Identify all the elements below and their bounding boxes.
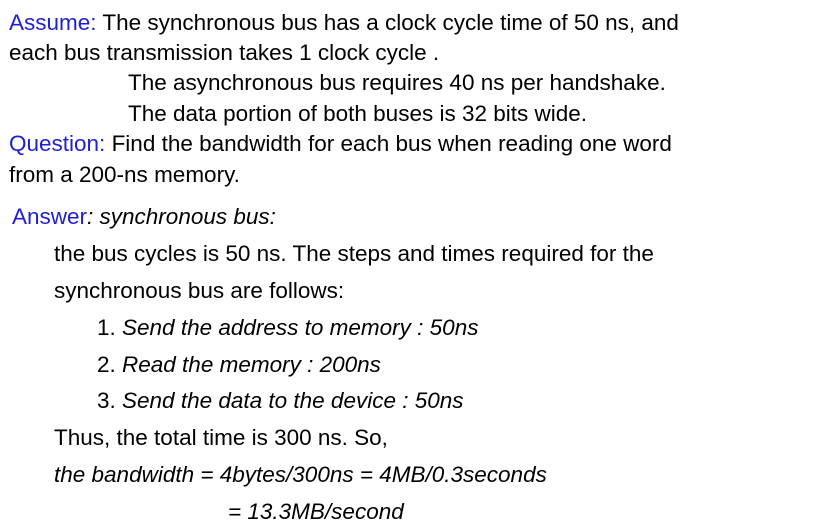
step-3-number: 3. xyxy=(97,388,116,413)
total-time-line: Thus, the total time is 300 ns. So, xyxy=(54,425,388,450)
step-2-text: Read the memory : 200ns xyxy=(115,352,381,377)
answer-subtitle: : synchronous bus: xyxy=(87,204,276,229)
question-label: Question: xyxy=(9,131,106,156)
bandwidth-line-2: = 13.3MB/second xyxy=(228,499,404,524)
step-2-number: 2. xyxy=(97,352,116,377)
step-2 xyxy=(97,350,381,380)
answer-line-2: synchronous bus are follows: xyxy=(54,278,345,303)
step-1 xyxy=(97,313,478,343)
assume-label: Assume: xyxy=(9,10,97,35)
answer-heading xyxy=(12,202,276,232)
question-text-1: Find the bandwidth for each bus when reading one word xyxy=(105,131,672,156)
answer-label: Answer xyxy=(12,204,88,229)
bandwidth-line-1: the bandwidth = 4bytes/300ns = 4MB/0.3seconds xyxy=(54,462,547,487)
step-3-text: Send the data to the device : 50ns xyxy=(115,388,464,413)
step-1-text: Send the address to memory : 50ns xyxy=(115,315,479,340)
assume-line-4: The data portion of both buses is 32 bits wide. xyxy=(128,101,588,126)
step-1-number: 1. xyxy=(97,315,116,340)
question-line-2: from a 200-ns memory. xyxy=(9,162,240,187)
question-line-1 xyxy=(9,129,672,159)
step-3 xyxy=(97,386,464,416)
answer-line-1: the bus cycles is 50 ns. The steps and times required for the xyxy=(54,241,654,266)
assume-line-3: The asynchronous bus requires 40 ns per handshake. xyxy=(128,70,666,95)
assume-line-2: each bus transmission takes 1 clock cycle . xyxy=(9,40,440,65)
assume-line-1 xyxy=(9,8,679,38)
assume-text-1: The synchronous bus has a clock cycle time of 50 ns, and xyxy=(96,10,679,35)
